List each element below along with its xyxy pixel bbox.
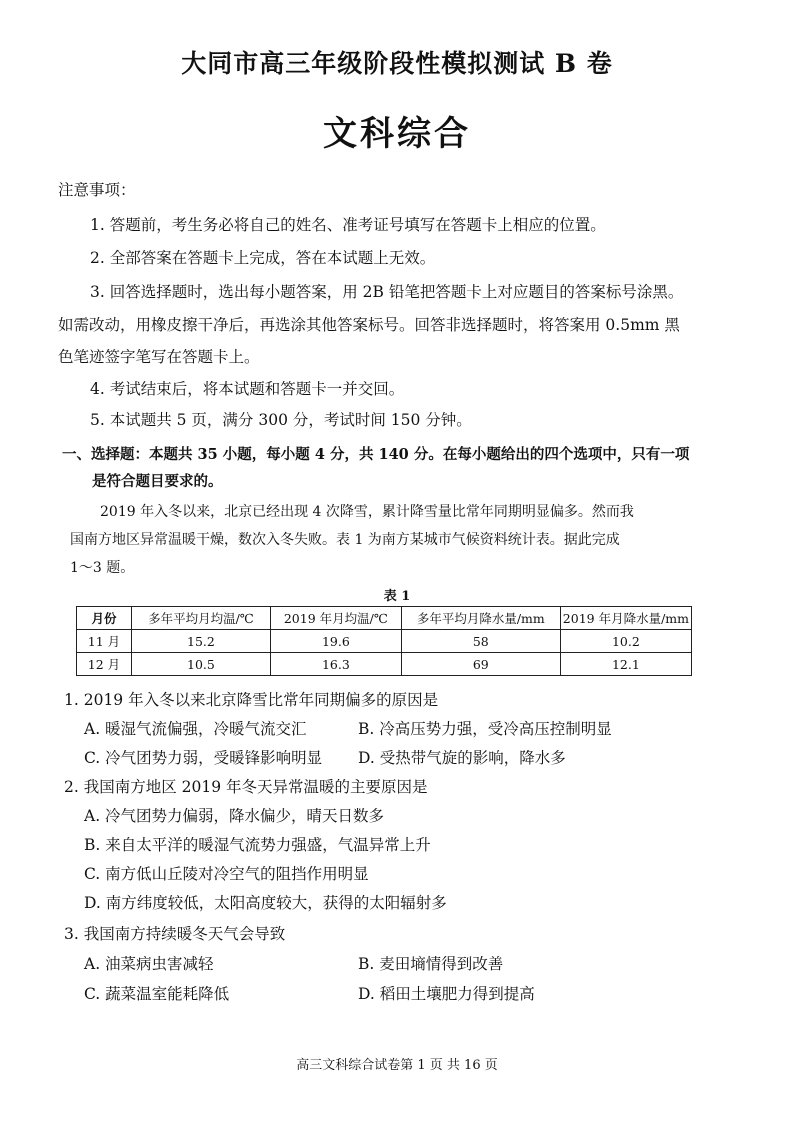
climate-table [76, 606, 692, 676]
subject-title: 文科综合 [323, 114, 471, 154]
notice-item-4: 4. 考试结束后，将本试题和答题卡一并交回。 [90, 380, 405, 398]
notice-item-5: 5. 本试题共 5 页，满分 300 分，考试时间 150 分钟。 [90, 411, 472, 429]
question-3-option-d: D. 稻田土壤肥力得到提高 [358, 985, 535, 1003]
table-header-cell: 多年平均月均温/℃ [131, 607, 270, 630]
table-header-cell: 2019 年月降水量/mm [560, 607, 691, 630]
passage-line-2: 国南方地区异常温暖干燥，数次入冬失败。表 1 为南方某城市气候资料统计表。据此完成 [70, 532, 620, 548]
notice-item-2: 2. 全部答案在答题卡上完成，答在本试题上无效。 [90, 249, 436, 267]
question-3-option-b: B. 麦田墒情得到改善 [358, 955, 504, 973]
table-cell: 16.3 [270, 653, 401, 676]
section-heading-line-1: 一、选择题：本题共 35 小题，每小题 4 分，共 140 分。在每小题给出的四个选项中，只有一项 [62, 446, 690, 463]
question-3-option-c: C. 蔬菜温室能耗降低 [84, 985, 230, 1003]
question-1-stem: 1. 2019 年入冬以来北京降雪比常年同期偏多的原因是 [64, 691, 439, 709]
notice-item-3-line-1: 3. 回答选择题时，选出每小题答案，用 2B 铅笔把答题卡上对应题目的答案标号涂黑。 [90, 283, 684, 301]
question-2-option-d: D. 南方纬度较低，太阳高度较大，获得的太阳辐射多 [84, 894, 447, 912]
table-row [77, 653, 692, 676]
table-row [77, 630, 692, 653]
question-1-option-b: B. 冷高压势力强，受冷高压控制明显 [358, 720, 612, 738]
table-cell: 12.1 [560, 653, 691, 676]
table-header-cell: 月份 [77, 607, 132, 630]
table-cell: 12 月 [77, 653, 132, 676]
page-footer: 高三文科综合试卷第 1 页 共 16 页 [296, 1058, 498, 1073]
table-header-cell: 多年平均月降水量/mm [401, 607, 560, 630]
section-heading-line-2: 是符合题目要求的。 [92, 473, 223, 490]
exam-title: 大同市高三年级阶段性模拟测试 B 卷 [181, 49, 613, 78]
table-header-row [77, 607, 692, 630]
question-1-option-c: C. 冷气团势力弱，受暖锋影响明显 [84, 749, 323, 767]
question-2-option-c: C. 南方低山丘陵对冷空气的阻挡作用明显 [84, 865, 369, 883]
passage-line-1: 2019 年入冬以来，北京已经出现 4 次降雪，累计降雪量比常年同期明显偏多。然而我 [100, 504, 634, 520]
passage-line-3: 1～3 题。 [70, 560, 135, 576]
question-3-stem: 3. 我国南方持续暖冬天气会导致 [64, 925, 286, 943]
notice-item-3-line-2: 如需改动，用橡皮擦干净后，再选涂其他答案标号。回答非选择题时，将答案用 0.5mm 黑 [58, 316, 680, 334]
table-cell: 19.6 [270, 630, 401, 653]
table-cell: 11 月 [77, 630, 132, 653]
notice-item-1: 1. 答题前，考生务必将自己的姓名、准考证号填写在答题卡上相应的位置。 [90, 216, 606, 234]
question-1-option-d: D. 受热带气旋的影响，降水多 [358, 749, 566, 767]
table-cell: 15.2 [131, 630, 270, 653]
question-3-option-a: A. 油菜病虫害减轻 [84, 955, 214, 973]
question-2-option-a: A. 冷气团势力偏弱，降水偏少，晴天日数多 [84, 807, 385, 825]
notice-item-3-line-3: 色笔迹签字笔写在答题卡上。 [58, 348, 260, 366]
table-caption: 表 1 [383, 589, 411, 604]
table-cell: 10.5 [131, 653, 270, 676]
table-cell: 58 [401, 630, 560, 653]
table-header-cell: 2019 年月均温/℃ [270, 607, 401, 630]
question-1-option-a: A. 暖湿气流偏强，冷暖气流交汇 [84, 720, 307, 738]
table-cell: 10.2 [560, 630, 691, 653]
notice-heading: 注意事项： [58, 181, 136, 199]
table-cell: 69 [401, 653, 560, 676]
question-2-stem: 2. 我国南方地区 2019 年冬天异常温暖的主要原因是 [64, 778, 428, 796]
question-2-option-b: B. 来自太平洋的暖湿气流势力强盛，气温异常上升 [84, 836, 431, 854]
